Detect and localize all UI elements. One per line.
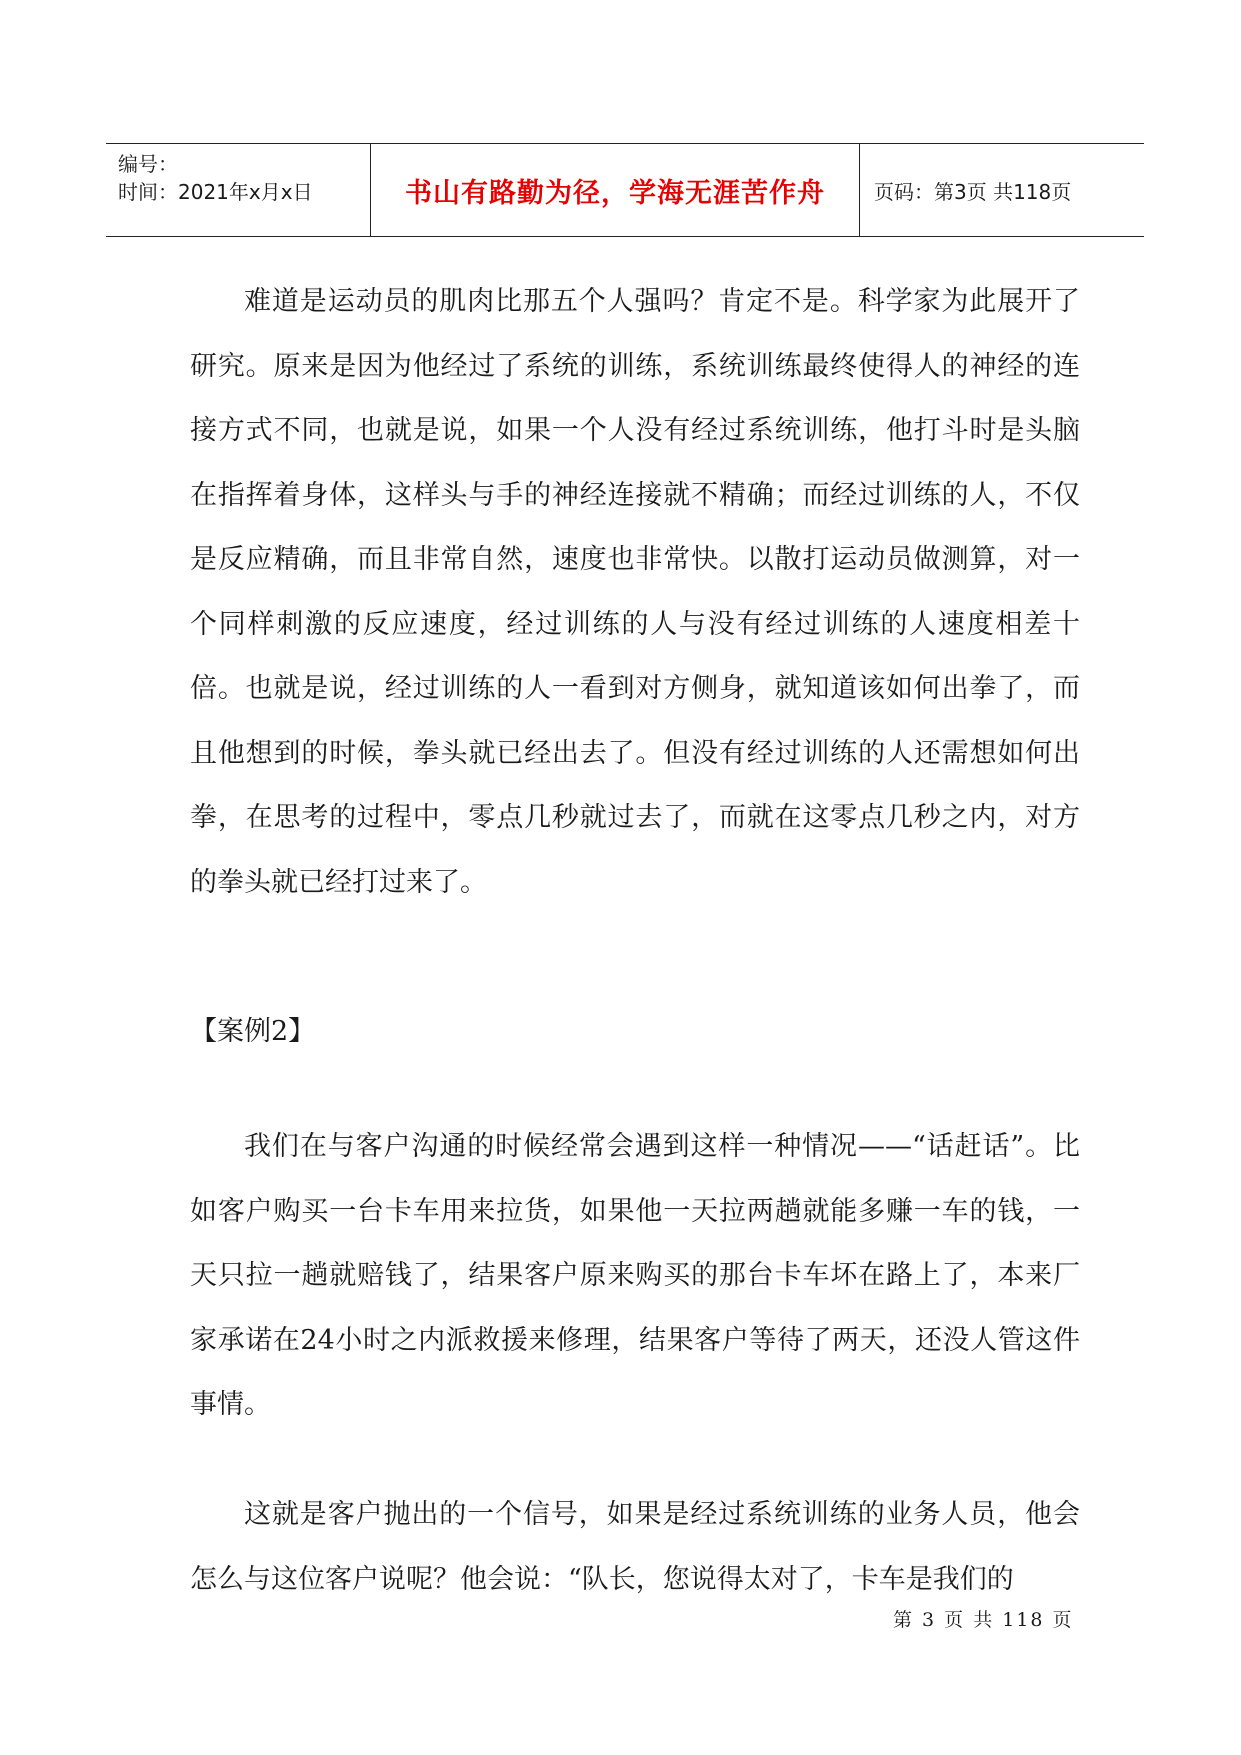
case-title: 【案例2】	[190, 1016, 316, 1047]
header-page-info: 页码：第3页 共118页	[874, 179, 1072, 204]
paragraph-2: 我们在与客户沟通的时候经常会遇到这样一种情况——“话赶话”。比如客户购买一台卡车用来拉货，如果他一天拉两趟就能多赚一车的钱，一天只拉一趟就赔钱了，结果客户原来购买的那台卡车坏在路上了，本来厂家承诺在24小时之内派救援来修理，结果客户等待了两天，还没人管这件事情。	[190, 1131, 1080, 1420]
header-motto: 书山有路勤为径，学海无涯苦作舟	[405, 177, 825, 209]
document-body	[190, 270, 1080, 1595]
paragraph-1: 难道是运动员的肌肉比那五个人强吗？肯定不是。科学家为此展开了研究。原来是因为他经过了系统的训练，系统训练最终使得人的神经的连接方式不同，也就是说，如果一个人没有经过系统训练，他打斗时是头脑在指挥着身体，这样头与手的神经连接就不精确；而经过训练的人，不仅是反应精确，而且非常自然，速度也非常快。以散打运动员做测算，对一个同样刺激的反应速度，经过训练的人与没有经过训练的人速度相差十倍。也就是说，经过训练的人一看到对方侧身，就知道该如何出拳了，而且他想到的时候，拳头就已经出去了。但没有经过训练的人还需想如何出拳，在思考的过程中，零点几秒就过去了，而就在这零点几秒之内，对方的拳头就已经打过来了。	[190, 286, 1080, 898]
header-motto-cell	[371, 144, 860, 236]
paragraph-3: 这就是客户抛出的一个信号，如果是经过系统训练的业务人员，他会怎么与这位客户说呢？他会说：“队长，您说得太对了，卡车是我们的	[190, 1499, 1080, 1595]
document-header	[106, 143, 1144, 237]
doc-time-label: 时间：2021年x月x日	[118, 180, 313, 204]
header-meta	[106, 144, 371, 236]
doc-number-label: 编号：	[118, 152, 178, 176]
page-footer: 第 3 页 共 118 页	[893, 1609, 1074, 1631]
